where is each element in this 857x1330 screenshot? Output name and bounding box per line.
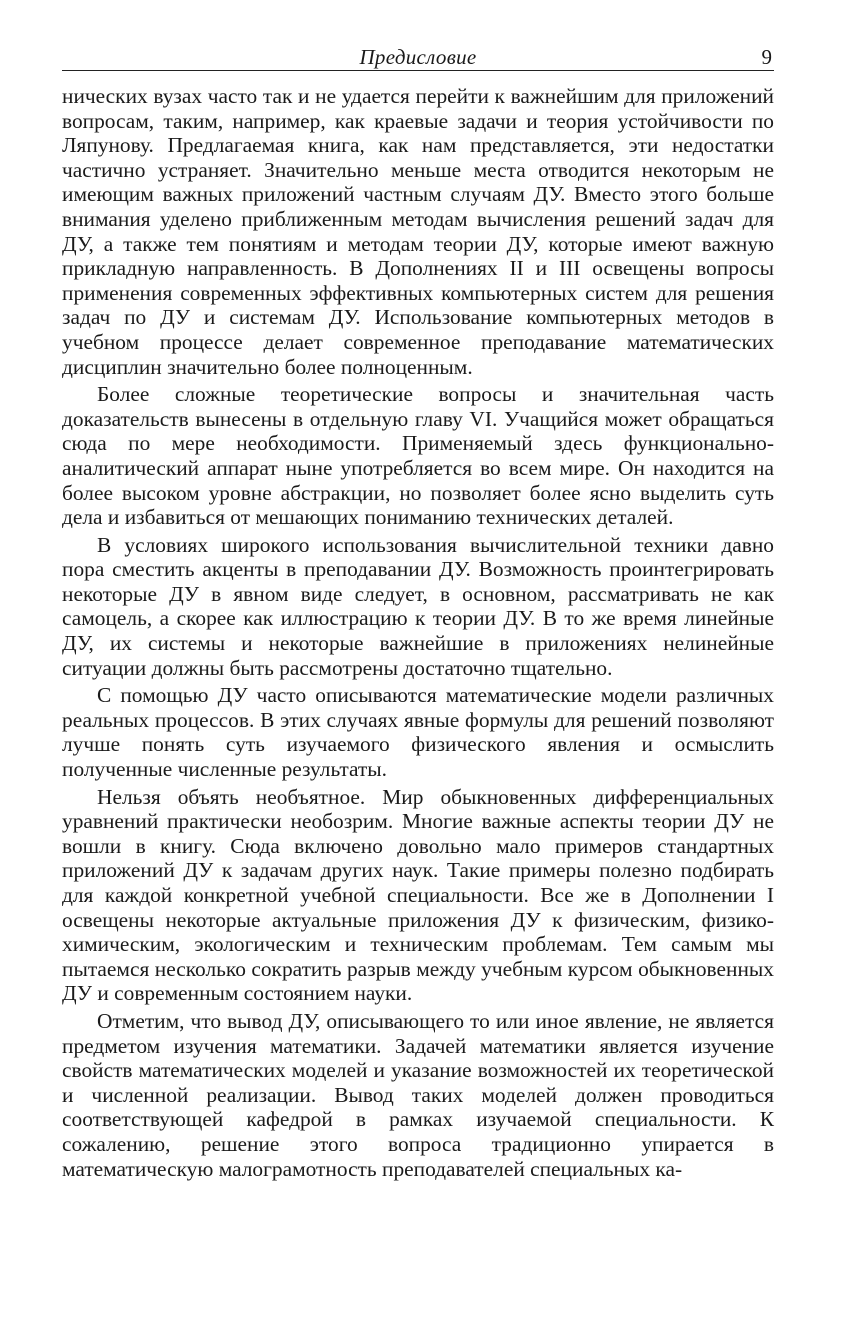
paragraph: Более сложные теоретические вопросы и значительная часть доказательств вынесены в отдельную главу VI. Учащийся может обращаться сюда по мере необходимости. Применяемый здесь функционально-аналитический аппарат ныне употребляется во всем мире. Он находится на более высоком уровне абстракции, но позволяет более ясно выделить суть дела и избавиться от мешающих пониманию технических деталей. xyxy=(62,382,774,530)
paragraph: С помощью ДУ часто описываются математические модели различных реальных процессов. В этих случаях явные формулы для решений позволяют лучше понять суть изучаемого физического явления и осмыслить полученные численные результаты. xyxy=(62,683,774,782)
running-title: Предисловие xyxy=(359,45,477,69)
paragraph: В условиях широкого использования вычислительной техники давно пора сместить акценты в преподавании ДУ. Возможность проинтегрировать некоторые ДУ в явном виде следует, в основном, рассматривать не как самоцель, а скорее как иллюстрацию к теории ДУ. В то же время линейные ДУ, их системы и некоторые важнейшие в приложениях нелинейные ситуации должны быть рассмотрены достаточно тщательно. xyxy=(62,532,774,680)
paragraph: Отметим, что вывод ДУ, описывающего то или иное явление, не является предметом изучения математики. Задачей математики является изучение свойств математических моделей и указание возможностей их теоретической и численной реализации. Вывод таких моделей должен проводиться соответствующей кафедрой в рамках изучаемой специальности. К сожалению, решение этого вопроса традиционно упирается в математическую малограмотность преподавателей специальных ка- xyxy=(62,1008,774,1181)
running-header xyxy=(62,40,774,71)
paragraph: Нельзя объять необъятное. Мир обыкновенных дифференциальных уравнений практически необозрим. Многие важные аспекты теории ДУ не вошли в книгу. Сюда включено довольно мало примеров стандартных приложений ДУ к задачам других наук. Такие примеры полезно подбирать для каждой конкретной учебной специальности. Все же в Дополнении I освещены некоторые актуальные приложения ДУ к физическим, физико-химическим, экологическим и техническим проблемам. Тем самым мы пытаемся несколько сократить разрыв между учебным курсом обыкновенных ДУ и современным состоянием науки. xyxy=(62,784,774,1006)
book-page xyxy=(62,40,774,1181)
body-text xyxy=(62,84,774,1181)
page-number: 9 xyxy=(761,45,772,69)
paragraph-continued: нических вузах часто так и не удается перейти к важнейшим для приложений вопросам, таким, например, как краевые задачи и теория устойчивости по Ляпунову. Предлагаемая книга, как нам представляется, эти недостатки частично устраняет. Значительно меньше места отводится некоторым не имеющим важных приложений частным случаям ДУ. Вместо этого больше внимания уделено приближенным методам вычисления решений задач для ДУ, а также тем понятиям и методам теории ДУ, которые имеют важную прикладную направленность. В Дополнениях II и III освещены вопросы применения современных эффективных компьютерных систем для решения задач по ДУ и системам ДУ. Использование компьютерных методов в учебном процессе делает современное преподавание математических дисциплин значительно более полноценным. xyxy=(62,84,774,379)
